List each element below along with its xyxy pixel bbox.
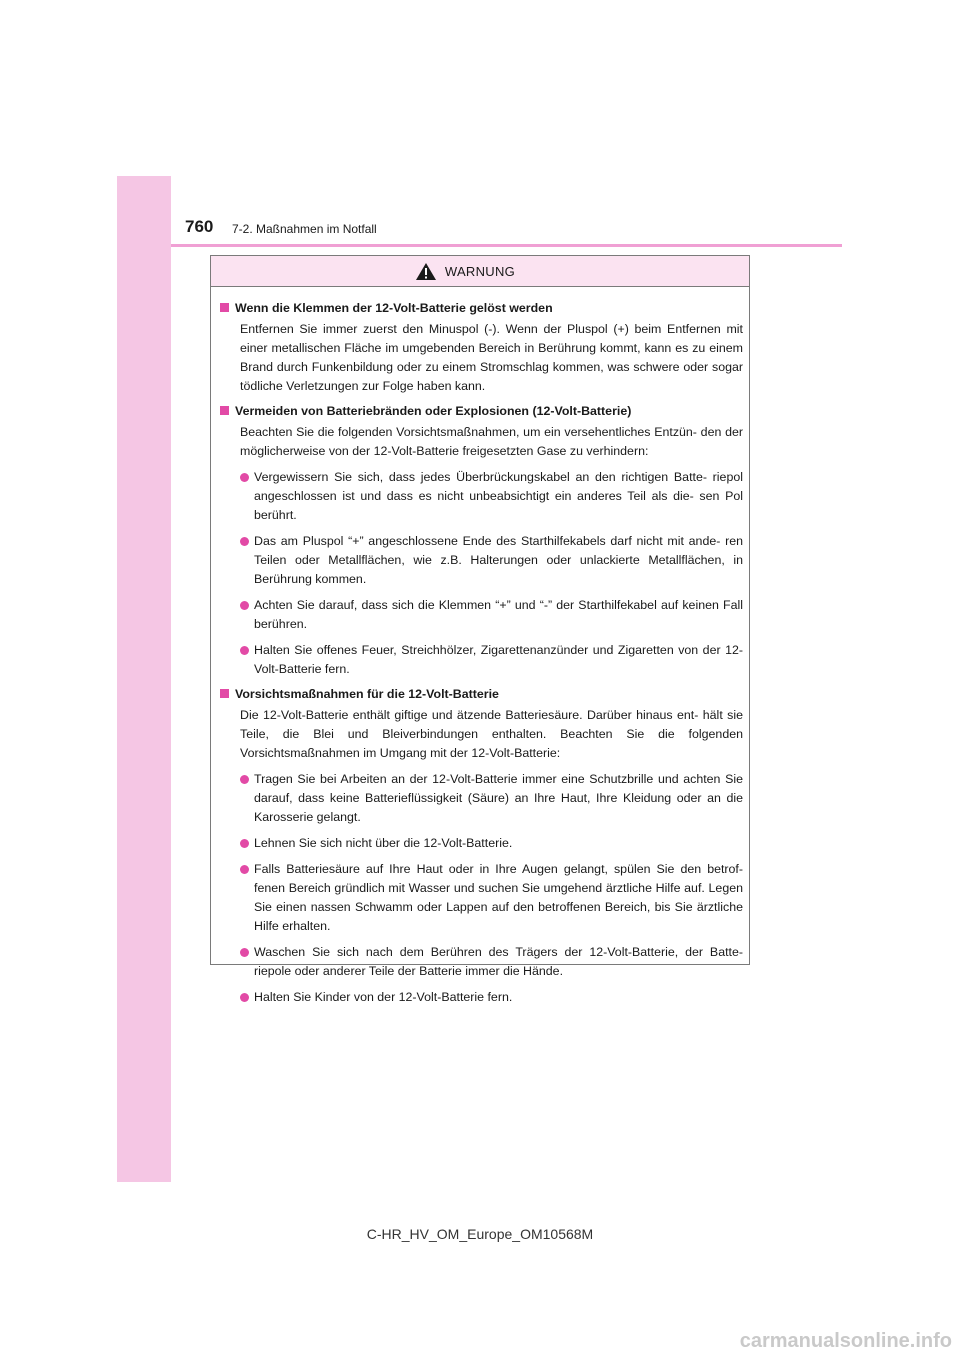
section-title: 7-2. Maßnahmen im Notfall: [232, 222, 377, 236]
warning-paragraph: Entfernen Sie immer zuerst den Minuspol (-). Wenn der Pluspol (+) beim Entfernen mit einer metallischen Fläche im umgebenden Bereich in Berührung kommt, kann es zu einem Brand durch Funkenbildung oder zu einem Stromschlag kommen, was schwere oder sogar tödliche Verletzungen zur Folge haben kann.: [240, 322, 743, 393]
warning-title: WARNUNG: [444, 263, 516, 279]
watermark: carmanualsonline.info: [739, 1330, 952, 1352]
document-code: C-HR_HV_OM_Europe_OM10568M: [366, 1226, 594, 1242]
header-divider: [171, 244, 842, 247]
circle-bullet-icon: [240, 601, 249, 610]
bullet-text: Falls Batteriesäure auf Ihre Haut oder in Ihre Augen gelangt, spülen Sie den betrof- fenen Bereich gründlich mit Wasser und suchen Sie umgehend ärztliche Hilfe auf. Legen Sie einen nassen Schwamm oder Lappen auf den betroffenen Bereich, bis Sie ärztliche Hilfe erhalten.: [254, 862, 743, 933]
warning-bullet-item: [240, 596, 743, 634]
warning-section-heading: [220, 685, 743, 704]
warning-bullet-item: [240, 641, 743, 679]
warning-box: [210, 255, 750, 1004]
bullet-text: Halten Sie offenes Feuer, Streichhölzer, Zigarettenanzünder und Zigaretten von der 12-Volt-Batterie fern.: [254, 643, 743, 676]
warning-bullet-item: [240, 468, 743, 525]
warning-paragraph: Die 12-Volt-Batterie enthält giftige und ätzende Batteriesäure. Darüber hinaus ent- hält sie Teile, die Blei und Bleiverbindungen enthalten. Beachten Sie die folgenden Vorsichtsmaßnahmen im Umgang mit der 12-Volt-Batterie:: [240, 708, 743, 760]
circle-bullet-icon: [240, 839, 249, 848]
square-bullet-icon: [220, 689, 229, 698]
warning-bullet-item: [240, 860, 743, 936]
circle-bullet-icon: [240, 865, 249, 874]
square-bullet-icon: [220, 406, 229, 415]
warning-paragraph: Beachten Sie die folgenden Vorsichtsmaßnahmen, um ein versehentliches Entzün- den der möglicherweise von der 12-Volt-Batterie freigesetzten Gase zu verhindern:: [240, 425, 743, 458]
chapter-sidebar-tab: [117, 176, 171, 1182]
bullet-text: Vergewissern Sie sich, dass jedes Überbrückungskabel an den richtigen Batte- riepol angeschlossen ist und dass es nicht unbeabsichtigt ein anderes Teil als die- sen Pol berührt.: [254, 470, 743, 522]
square-bullet-icon: [220, 303, 229, 312]
warning-bullet-item: [240, 943, 743, 981]
bullet-text: Achten Sie darauf, dass sich die Klemmen “+” und “-” der Starthilfekabel auf keinen Fall berühren.: [254, 598, 743, 631]
heading-text: Wenn die Klemmen der 12-Volt-Batterie gelöst werden: [235, 301, 553, 315]
bullet-text: Lehnen Sie sich nicht über die 12-Volt-Batterie.: [254, 836, 513, 850]
warning-body: [211, 287, 749, 1007]
bullet-text: Halten Sie Kinder von der 12-Volt-Batterie fern.: [254, 990, 513, 1004]
warning-bullet-item: [240, 770, 743, 827]
warning-bullet-item: [240, 988, 743, 1007]
page-number: 760: [185, 217, 214, 236]
circle-bullet-icon: [240, 775, 249, 784]
warning-triangle-icon: [415, 262, 437, 281]
circle-bullet-icon: [240, 537, 249, 546]
heading-text: Vorsichtsmaßnahmen für die 12-Volt-Batterie: [235, 687, 499, 701]
warning-section-heading: [220, 299, 743, 318]
bullet-text: Das am Pluspol “+” angeschlossene Ende des Starthilfekabels darf nicht mit ande- ren Teilen oder Metallflächen, wie z.B. Halterungen oder unlackierte Metallflächen, in Berührung kommen.: [254, 534, 743, 586]
warning-header: [211, 256, 749, 287]
circle-bullet-icon: [240, 993, 249, 1002]
heading-text: Vermeiden von Batteriebränden oder Explosionen (12-Volt-Batterie): [235, 404, 632, 418]
warning-bullet-item: [240, 834, 743, 853]
circle-bullet-icon: [240, 948, 249, 957]
bullet-text: Tragen Sie bei Arbeiten an der 12-Volt-Batterie immer eine Schutzbrille und achten Sie darauf, dass keine Batterieflüssigkeit (Säure) an Ihre Haut, Ihre Kleidung oder an die Karosserie gelangt.: [254, 772, 743, 824]
warning-section-heading: [220, 402, 743, 421]
circle-bullet-icon: [240, 646, 249, 655]
circle-bullet-icon: [240, 473, 249, 482]
bullet-text: Waschen Sie sich nach dem Berühren des Trägers der 12-Volt-Batterie, der Batte- riepole oder anderer Teile der Batterie immer die Hände.: [254, 945, 743, 978]
warning-bullet-item: [240, 532, 743, 589]
